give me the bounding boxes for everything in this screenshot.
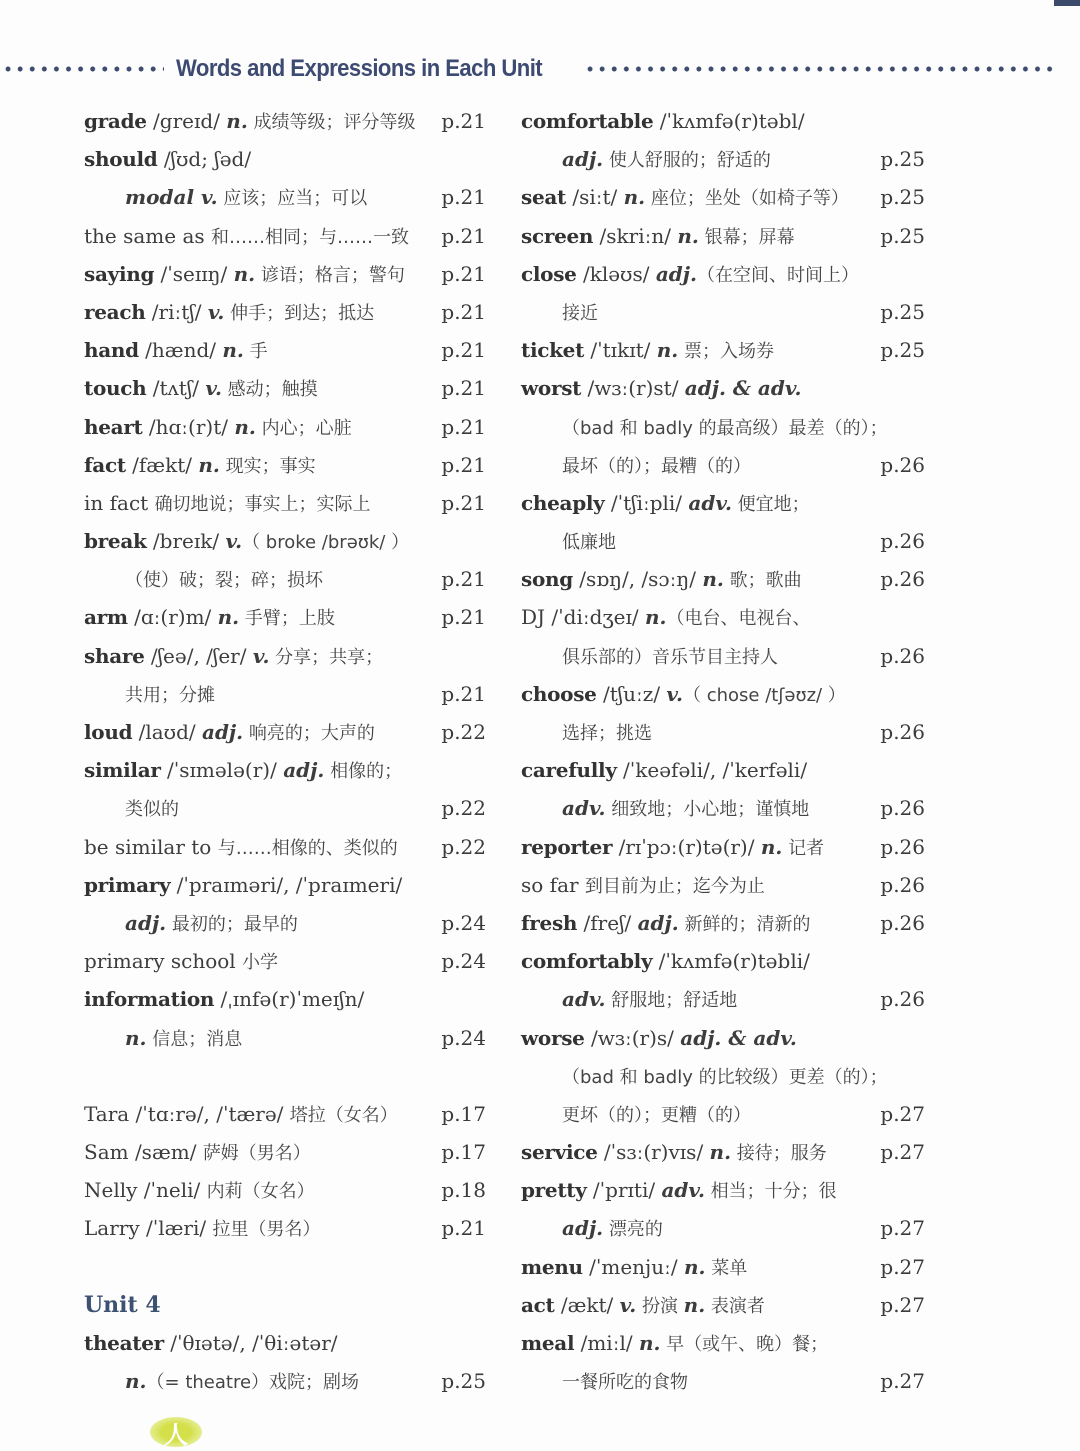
page-reference: p.17 (441, 1140, 486, 1165)
vocab-entry (521, 369, 925, 407)
pronunciation: /ˈseɪɪŋ/ (154, 261, 234, 286)
vocab-entry (84, 1209, 486, 1247)
chinese-definition: 伸手；到达；抵达 (224, 302, 375, 324)
page-reference: p.27 (880, 1254, 925, 1279)
vocab-entry (84, 293, 486, 331)
entry-continuation (521, 1209, 925, 1247)
chinese-definition: 最坏（的）；最糟（的） (562, 455, 751, 477)
vocab-entry (521, 217, 925, 255)
chinese-definition: 分享；共享； (269, 646, 384, 668)
entry-continuation (521, 140, 925, 178)
chinese-definition: 确切地说；事实上；实际上 (154, 493, 371, 515)
page-reference: p.21 (441, 414, 486, 439)
page-reference: p.21 (441, 185, 486, 210)
pronunciation: /ˈkeəfəli/, /ˈkerfəli/ (616, 758, 808, 783)
part-of-speech: modal v. (125, 185, 218, 210)
part-of-speech: n. (683, 1254, 706, 1279)
page-reference: p.26 (880, 987, 925, 1012)
chinese-definition: 成绩等级；评分等级 (247, 112, 416, 133)
page-reference: p.27 (880, 1140, 925, 1165)
pronunciation: /laʊd/ (132, 720, 202, 744)
chinese-definition: 类似的 (125, 799, 179, 821)
pronunciation: /ˈθɪətə/, /ˈθiːətər/ (163, 1331, 338, 1355)
vocab-entry (84, 1133, 486, 1171)
vocab-entry (84, 1095, 486, 1133)
vocab-entry (521, 102, 925, 140)
part-of-speech: n. (234, 414, 256, 439)
phrase: Larry /ˈlæri/ (84, 1216, 213, 1241)
chinese-definition: （bad 和 badly 的最高级）最差（的）； (562, 417, 888, 439)
headword: close (521, 261, 577, 286)
pronunciation: /wɜː(r)s/ (584, 1025, 681, 1050)
pronunciation: /riːtʃ/ (145, 299, 208, 324)
page-reference: p.26 (880, 567, 925, 592)
headword: menu (521, 1254, 583, 1279)
chinese-definition: 到目前为止；迄今为止 (584, 875, 765, 897)
headword: hand (84, 338, 139, 363)
vocab-entry (521, 1133, 925, 1171)
chinese-definition: 塔拉（女名） (289, 1104, 398, 1126)
headword: worst (521, 376, 582, 401)
page-reference: p.18 (441, 1178, 486, 1203)
chinese-definition: 与……相像的、类似的 (217, 837, 398, 859)
chinese-definition: 使人舒服的；舒适的 (603, 150, 771, 172)
page-reference: p.21 (441, 261, 486, 286)
entry-continuation (521, 1095, 925, 1133)
page-reference: p.27 (880, 1216, 925, 1241)
phrase: Tara /ˈtɑːrə/, /ˈtærə/ (84, 1101, 290, 1126)
right-column (521, 102, 925, 1400)
vocab-entry (84, 140, 486, 178)
pronunciation: /ˈtʃiːpli/ (604, 490, 689, 515)
vocab-entry (84, 713, 486, 751)
chinese-definition: 最初的；最早的 (166, 913, 298, 935)
page-reference: p.26 (880, 643, 925, 668)
vocab-entry (521, 484, 925, 522)
vocab-entry (84, 446, 486, 484)
vocab-entry (84, 369, 486, 407)
chinese-definition: 选择；挑选 (562, 723, 652, 744)
chinese-definition: 谚语；格言；警句 (255, 264, 405, 286)
phrase: so far (521, 872, 585, 897)
pronunciation: /fækt/ (125, 452, 199, 477)
part-of-speech: adv. (562, 987, 606, 1012)
part-of-speech: n. (217, 605, 240, 630)
vocab-entry (521, 751, 925, 789)
headword: service (521, 1140, 598, 1165)
vocab-entry (521, 828, 925, 866)
page-reference: p.27 (880, 1101, 925, 1126)
chinese-definition: 一餐所吃的食物 (562, 1372, 688, 1394)
part-of-speech: adj. & adv. (680, 1025, 797, 1050)
header-title: Words and Expressions in Each Unit (176, 55, 543, 82)
phrase: Sam /sæm/ (84, 1140, 203, 1165)
chinese-definition: 表演者 (705, 1295, 765, 1317)
pronunciation: /ˈtɪkɪt/ (584, 338, 657, 363)
pronunciation: /ˈsɜː(r)vɪs/ (597, 1140, 710, 1165)
vocab-entry (84, 522, 486, 560)
entry-continuation (521, 1362, 925, 1400)
pronunciation: /ʃeə/, /ʃer/ (144, 643, 253, 668)
pronunciation: /sɒŋ/, /sɔːŋ/ (572, 567, 703, 592)
headword: theater (84, 1331, 164, 1355)
pronunciation: /rɪˈpɔː(r)tə(r)/ (612, 834, 761, 859)
chinese-definition: 菜单 (705, 1257, 748, 1279)
chinese-definition: （ chose /tʃəʊz/ ） (683, 684, 846, 706)
vocab-entry (521, 178, 925, 216)
page-reference: p.27 (880, 1292, 925, 1317)
headword: grade (84, 109, 147, 133)
page-reference: p.24 (441, 1025, 486, 1050)
pronunciation: /miːl/ (574, 1331, 639, 1355)
entry-continuation (521, 446, 925, 484)
vocab-entry (84, 255, 486, 293)
vocab-entry (84, 866, 486, 904)
chinese-definition: 低廉地 (562, 532, 616, 554)
chinese-definition: （使）破；裂；碎；损坏 (125, 570, 323, 592)
headword: primary (84, 872, 171, 897)
vocab-entry (84, 217, 486, 255)
page-reference: p.21 (441, 338, 486, 363)
unit-heading: Unit 4 (84, 1291, 161, 1318)
page-reference: p.21 (441, 605, 486, 630)
entry-continuation (521, 408, 925, 446)
headword: seat (521, 185, 566, 210)
part-of-speech: n. (125, 1025, 147, 1050)
headword: cheaply (521, 490, 605, 515)
pronunciation: /ˈprɪti/ (586, 1178, 662, 1203)
part-of-speech: adj. & adv. (684, 376, 802, 401)
vocab-entry (521, 1171, 925, 1209)
chinese-definition: 舒服地；舒适地 (605, 990, 738, 1012)
part-of-speech: adj. (655, 261, 697, 286)
page-reference: p.21 (441, 376, 486, 401)
chinese-definition: 现实；事实 (219, 455, 316, 477)
part-of-speech: n. (233, 261, 256, 286)
phrase: be similar to (84, 834, 218, 859)
part-of-speech: v. (205, 376, 222, 401)
chinese-definition: 接待；服务 (731, 1143, 827, 1165)
page-reference: p.22 (441, 796, 486, 821)
entry-continuation (521, 713, 925, 751)
chinese-definition: 手 (243, 341, 268, 363)
chinese-definition: （= theatre）戏院；剧场 (146, 1372, 360, 1394)
part-of-speech: adj. (125, 910, 167, 935)
chinese-definition: 信息；消息 (146, 1028, 243, 1050)
pronunciation: /skriːn/ (593, 223, 678, 248)
chinese-definition: 票；入场券 (678, 341, 774, 363)
page-reference: p.26 (880, 529, 925, 554)
chinese-definition: 相像的； (324, 761, 403, 783)
headword: loud (84, 720, 133, 744)
entry-continuation (84, 560, 486, 598)
pronunciation: /ˈkʌmfə(r)təbl/ (653, 109, 805, 133)
phrase: Nelly /ˈneli/ (84, 1178, 207, 1203)
entry-continuation (521, 522, 925, 560)
page-reference: p.22 (441, 720, 486, 744)
spacer (84, 1248, 486, 1286)
entry-continuation (84, 1362, 486, 1400)
chinese-definition: 和……相同；与……一致 (211, 226, 410, 248)
chinese-definition: 记者 (782, 837, 825, 859)
chinese-definition: 歌；歌曲 (723, 570, 802, 592)
headword: act (521, 1292, 555, 1317)
chinese-definition: 银幕；屏幕 (698, 226, 795, 248)
part-of-speech: n. (656, 338, 679, 363)
pronunciation: /greɪd/ (146, 109, 227, 133)
page-reference: p.21 (441, 299, 486, 324)
part-of-speech: n. (760, 834, 783, 859)
pronunciation: /ækt/ (554, 1292, 620, 1317)
pronunciation: /tʌtʃ/ (146, 376, 206, 401)
chinese-definition: 早（或午、晚）餐； (660, 1334, 829, 1355)
pronunciation: /ʃʊd; ʃəd/ (157, 147, 252, 172)
chinese-definition: 接近 (562, 302, 598, 324)
vocab-entry (521, 1019, 925, 1057)
page-corner-mark (1054, 0, 1080, 6)
chinese-definition: 便宜地； (731, 493, 810, 515)
entry-continuation (521, 1057, 925, 1095)
chinese-definition: 感动；触摸 (221, 379, 318, 401)
part-of-speech: adj. (283, 758, 325, 783)
headword: fact (84, 452, 126, 477)
page-reference: p.25 (880, 147, 925, 172)
page-reference: p.26 (880, 910, 925, 935)
pronunciation: /siːt/ (565, 185, 624, 210)
part-of-speech: adj. (201, 720, 244, 744)
vocab-entry (521, 675, 925, 713)
headword: comfortable (521, 109, 654, 133)
phrase: DJ /ˈdiːdʒeɪ/ (521, 605, 646, 630)
pronunciation: /breɪk/ (146, 529, 226, 554)
publisher-logo-icon (150, 1417, 202, 1447)
entry-continuation (84, 904, 486, 942)
vocab-entry (521, 331, 925, 369)
entry-continuation (84, 675, 486, 713)
vocab-entry (84, 980, 486, 1018)
headword: choose (521, 681, 597, 706)
pronunciation: /hɑː(r)t/ (142, 414, 235, 439)
headword: should (84, 147, 158, 172)
vocab-entry (521, 1324, 925, 1362)
vocab-entry (84, 1171, 486, 1209)
part-of-speech: adv. (562, 796, 606, 821)
headword: touch (84, 376, 147, 401)
vocab-entry (521, 560, 925, 598)
page-reference: p.21 (441, 567, 486, 592)
part-of-speech: v. (252, 643, 270, 668)
entry-continuation (521, 980, 925, 1018)
part-of-speech: n. (709, 1140, 732, 1165)
chinese-definition: 漂亮的 (603, 1219, 663, 1241)
headword: saying (84, 261, 155, 286)
pronunciation: /hænd/ (138, 338, 223, 363)
chinese-definition: 小学 (242, 952, 279, 974)
entry-continuation (521, 789, 925, 827)
page-reference: p.21 (441, 223, 486, 248)
chinese-definition: 相当；十分；很 (704, 1181, 837, 1203)
pronunciation: /tʃuːz/ (596, 681, 667, 706)
page-reference: p.26 (880, 720, 925, 744)
vocab-entry (521, 904, 925, 942)
headword: ticket (521, 338, 585, 363)
entry-continuation (84, 178, 486, 216)
entry-continuation (84, 789, 486, 827)
page-reference: p.24 (441, 910, 486, 935)
chinese-definition: 细致地；小心地；谨慎地 (605, 799, 810, 821)
phrase: the same as (84, 223, 212, 248)
pronunciation: /ɑː(r)m/ (127, 605, 218, 630)
part-of-speech: n. (638, 1331, 661, 1355)
page-reference: p.26 (880, 872, 925, 897)
pronunciation: /ˈmenjuː/ (582, 1254, 684, 1279)
phrase: primary school (84, 949, 243, 974)
part-of-speech: adj. (562, 147, 604, 172)
headword: reporter (521, 834, 613, 859)
part-of-speech: n. (677, 223, 699, 248)
part-of-speech: n. (198, 452, 220, 477)
chinese-definition: 拉里（男名） (212, 1219, 321, 1241)
vocab-entry (84, 598, 486, 636)
part-of-speech: adj. (562, 1216, 604, 1241)
pronunciation: /ˈsɪmələ(r)/ (160, 758, 284, 783)
page-reference: p.26 (880, 452, 925, 477)
headword: song (521, 567, 573, 592)
chinese-definition: 扮演 (636, 1295, 684, 1317)
vocab-entry (84, 751, 486, 789)
part-of-speech: n. (125, 1369, 147, 1394)
pronunciation: /wɜː(r)st/ (581, 376, 685, 401)
chinese-definition: 萨姆（男名） (202, 1143, 311, 1165)
part-of-speech: n. (222, 338, 244, 363)
chinese-definition: 共用；分摊 (125, 684, 215, 706)
dotted-rule-left (2, 66, 164, 72)
part-of-speech: n. (623, 185, 646, 210)
headword: worse (521, 1025, 585, 1050)
chinese-definition: （电台、电视台、 (666, 608, 811, 630)
page-reference: p.21 (441, 1216, 486, 1241)
part-of-speech: adv. (661, 1178, 705, 1203)
left-column (84, 102, 486, 1400)
part-of-speech: adj. (637, 910, 679, 935)
page-reference: p.21 (441, 109, 486, 133)
chinese-definition: 应该；应当；可以 (217, 188, 368, 210)
entry-continuation (521, 293, 925, 331)
headword: share (84, 643, 145, 668)
page-reference: p.24 (441, 949, 486, 974)
headword: pretty (521, 1178, 587, 1203)
vocab-entry (521, 1286, 925, 1324)
chinese-definition: 俱乐部的）音乐节目主持人 (562, 646, 778, 668)
vocab-entry (84, 942, 486, 980)
headword: comfortably (521, 949, 653, 974)
entry-continuation (84, 1019, 486, 1057)
page-reference: p.27 (880, 1369, 925, 1394)
page-reference: p.21 (441, 452, 486, 477)
vocab-entry (84, 1324, 486, 1362)
headword: information (84, 987, 215, 1012)
headword: reach (84, 299, 146, 324)
vocab-entry (84, 828, 486, 866)
part-of-speech: v. (225, 529, 243, 554)
pronunciation: /ˌɪnfə(r)ˈmeɪʃn/ (214, 987, 365, 1012)
headword: screen (521, 223, 594, 248)
chinese-definition: 新鲜的；清新的 (678, 913, 811, 935)
chinese-definition: （在空间、时间上） (696, 264, 859, 286)
page-reference: p.26 (880, 796, 925, 821)
page-reference: p.21 (441, 681, 486, 706)
page-reference: p.22 (441, 834, 486, 859)
vocab-entry (521, 1248, 925, 1286)
vocab-entry (521, 598, 925, 636)
page-reference: p.25 (880, 223, 925, 248)
part-of-speech: n. (226, 109, 248, 133)
spacer (84, 1057, 486, 1095)
phrase: in fact (84, 490, 155, 515)
chinese-definition: 手臂；上肢 (239, 608, 335, 630)
vocab-entry (521, 942, 925, 980)
dotted-rule-right (584, 66, 1054, 72)
part-of-speech: n. (683, 1292, 706, 1317)
page-reference: p.25 (880, 185, 925, 210)
pronunciation: /ˈkʌmfə(r)təbli/ (652, 949, 810, 974)
page-reference: p.25 (441, 1369, 486, 1394)
chinese-definition: 内莉（女名） (206, 1181, 315, 1203)
headword: fresh (521, 910, 578, 935)
page-reference: p.21 (441, 490, 486, 515)
headword: meal (521, 1331, 575, 1355)
part-of-speech: v. (619, 1292, 637, 1317)
part-of-speech: v. (207, 299, 225, 324)
entry-continuation (521, 637, 925, 675)
headword: carefully (521, 758, 617, 783)
page-reference: p.25 (880, 299, 925, 324)
headword: arm (84, 605, 128, 630)
headword: heart (84, 414, 143, 439)
vocab-entry (521, 866, 925, 904)
part-of-speech: n. (645, 605, 667, 630)
vocab-entry (521, 255, 925, 293)
vocab-entry (84, 408, 486, 446)
headword: break (84, 529, 147, 554)
pronunciation: /kləʊs/ (576, 261, 656, 286)
chinese-definition: （ broke /brəʊk/ ） (242, 532, 410, 554)
pronunciation: /ˈpraɪməri/, /ˈpraɪmeri/ (170, 872, 403, 897)
part-of-speech: n. (702, 567, 724, 592)
part-of-speech: adv. (688, 490, 732, 515)
vocab-entry (84, 484, 486, 522)
page-reference: p.17 (441, 1101, 486, 1126)
vocab-entry (84, 102, 486, 140)
chinese-definition: 更坏（的）；更糟（的） (562, 1104, 751, 1126)
chinese-definition: 内心；心脏 (255, 417, 352, 439)
section-header (0, 52, 1080, 86)
part-of-speech: v. (666, 681, 683, 706)
page-reference: p.25 (880, 338, 925, 363)
pronunciation: /freʃ/ (577, 910, 638, 935)
page-reference: p.26 (880, 834, 925, 859)
chinese-definition: 座位；坐处（如椅子等） (645, 188, 849, 210)
chinese-definition: （bad 和 badly 的比较级）更差（的）； (562, 1066, 888, 1088)
vocab-entry (84, 637, 486, 675)
logo-glyph: 人 (164, 1421, 188, 1449)
headword: similar (84, 758, 161, 783)
vocab-entry (84, 331, 486, 369)
chinese-definition: 响亮的；大声的 (243, 723, 375, 744)
